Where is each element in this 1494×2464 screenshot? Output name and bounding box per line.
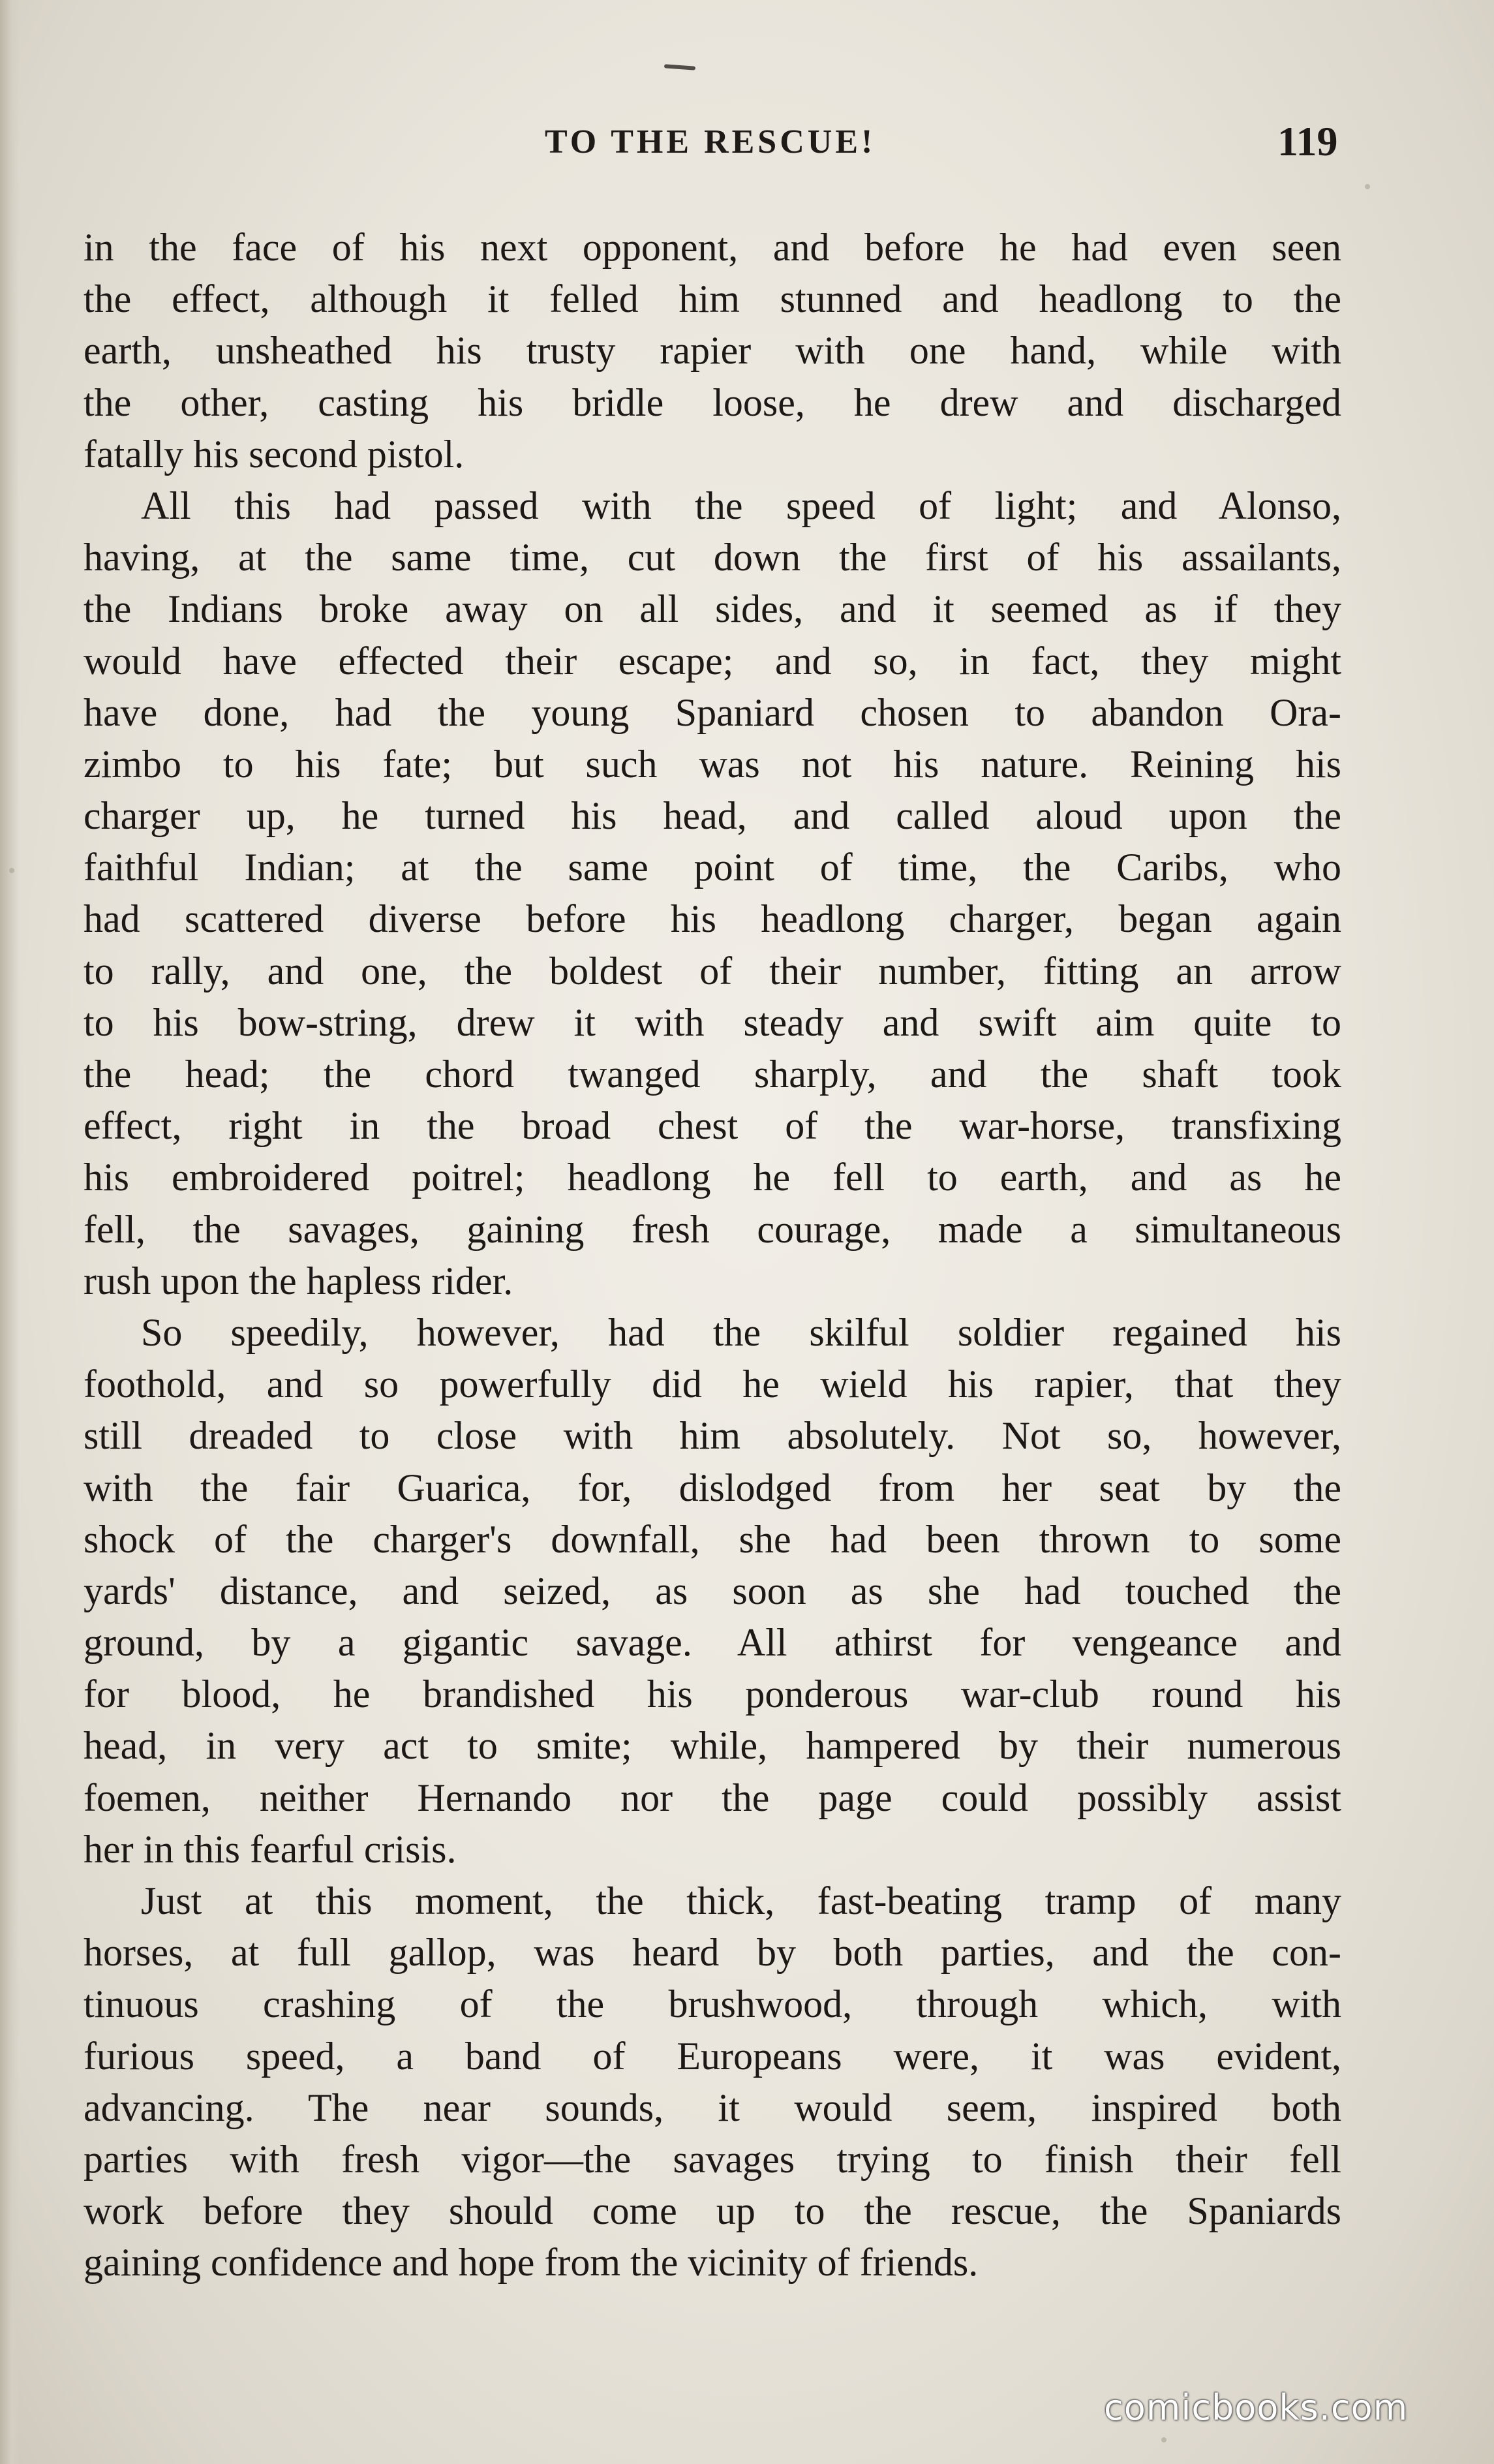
text-line: Just at this moment, the thick, fast-beating tramp of many — [141, 1879, 1341, 1922]
text-line: So speedily, however, had the skilful soldier regained his — [141, 1310, 1341, 1354]
text-line: horses, at full gallop, was heard by both parties, and the con- — [84, 1931, 1341, 1975]
text-line: foothold, and so powerfully did he wield his rapier, that they — [84, 1363, 1341, 1406]
text-line: her in this fearful crisis. — [84, 1827, 457, 1871]
text-line: to rally, and one, the boldest of their number, fitting an arrow — [84, 949, 1341, 993]
text-line: in the face of his next opponent, and before he had even seen — [84, 226, 1341, 269]
text-line: the effect, although it felled him stunned and headlong to the — [84, 277, 1341, 321]
paragraph — [84, 1307, 1341, 1875]
paper-speck — [1161, 2437, 1166, 2442]
text-line: yards' distance, and seized, as soon as she had touched the — [84, 1569, 1341, 1612]
text-line: faithful Indian; at the same point of time, the Caribs, who — [84, 846, 1341, 889]
text-line: still dreaded to close with him absolutely. Not so, however, — [84, 1414, 1341, 1458]
paragraph — [84, 1875, 1341, 2289]
text-line: shock of the charger's downfall, she had been thrown to some — [84, 1517, 1341, 1561]
text-line: for blood, he brandished his ponderous war-club round his — [84, 1672, 1341, 1716]
text-line: furious speed, a band of Europeans were, it was evident, — [84, 2034, 1341, 2078]
paper-speck — [9, 868, 14, 873]
running-head: TO THE RESCUE! — [545, 123, 876, 161]
text-line: the other, casting his bridle loose, he drew and discharged — [84, 380, 1341, 424]
text-line: fell, the savages, gaining fresh courage, made a simultaneous — [84, 1207, 1341, 1251]
text-line: ground, by a gigantic savage. All athirst for vengeance and — [84, 1621, 1341, 1665]
text-line: his embroidered poitrel; headlong he fell to earth, and as he — [84, 1156, 1341, 1199]
text-line: had scattered diverse before his headlong charger, began again — [84, 897, 1341, 941]
paper-speck — [1365, 184, 1370, 189]
body-text — [84, 222, 1341, 2289]
text-line: foemen, neither Hernando nor the page could possibly assist — [84, 1776, 1341, 1819]
text-line: advancing. The near sounds, it would seem, inspired both — [84, 2086, 1341, 2129]
page-number: 119 — [1277, 118, 1338, 164]
text-line: with the fair Guarica, for, dislodged from her seat by the — [84, 1466, 1341, 1509]
page-edge-shadow — [0, 0, 20, 2464]
text-line: having, at the same time, cut down the first of his assailants, — [84, 536, 1341, 579]
text-line: to his bow-string, drew it with steady and swift aim quite to — [84, 1000, 1341, 1044]
text-line: tinuous crashing of the brushwood, through which, with — [84, 1982, 1341, 2026]
text-line: the Indians broke away on all sides, and it seemed as if they — [84, 587, 1341, 631]
text-line: fatally his second pistol. — [84, 432, 465, 476]
text-line: would have effected their escape; and so, in fact, they might — [84, 639, 1341, 683]
text-line: rush upon the hapless rider. — [84, 1259, 513, 1302]
paragraph — [84, 222, 1341, 480]
text-line: zimbo to his fate; but such was not his nature. Reining his — [84, 742, 1341, 786]
text-line: earth, unsheathed his trusty rapier with one hand, while with — [84, 329, 1341, 373]
text-line: parties with fresh vigor—the savages trying to finish their fell — [84, 2137, 1341, 2181]
text-line: All this had passed with the speed of light; and Alonso, — [141, 484, 1341, 527]
text-line: the head; the chord twanged sharply, and the shaft took — [84, 1053, 1341, 1096]
text-line: effect, right in the broad chest of the war-horse, transfixing — [84, 1104, 1341, 1148]
text-line: work before they should come up to the rescue, the Spaniards — [84, 2189, 1341, 2233]
watermark-logo: comicbooks.com — [1104, 2387, 1409, 2428]
text-line: charger up, he turned his head, and called aloud upon the — [84, 794, 1341, 838]
text-line: have done, had the young Spaniard chosen to abandon Ora- — [84, 690, 1341, 734]
text-line: head, in very act to smite; while, hampered by their numerous — [84, 1724, 1341, 1768]
text-line: gaining confidence and hope from the vicinity of friends. — [84, 2241, 979, 2285]
ink-dash-mark — [664, 64, 695, 70]
paragraph — [84, 480, 1341, 1307]
